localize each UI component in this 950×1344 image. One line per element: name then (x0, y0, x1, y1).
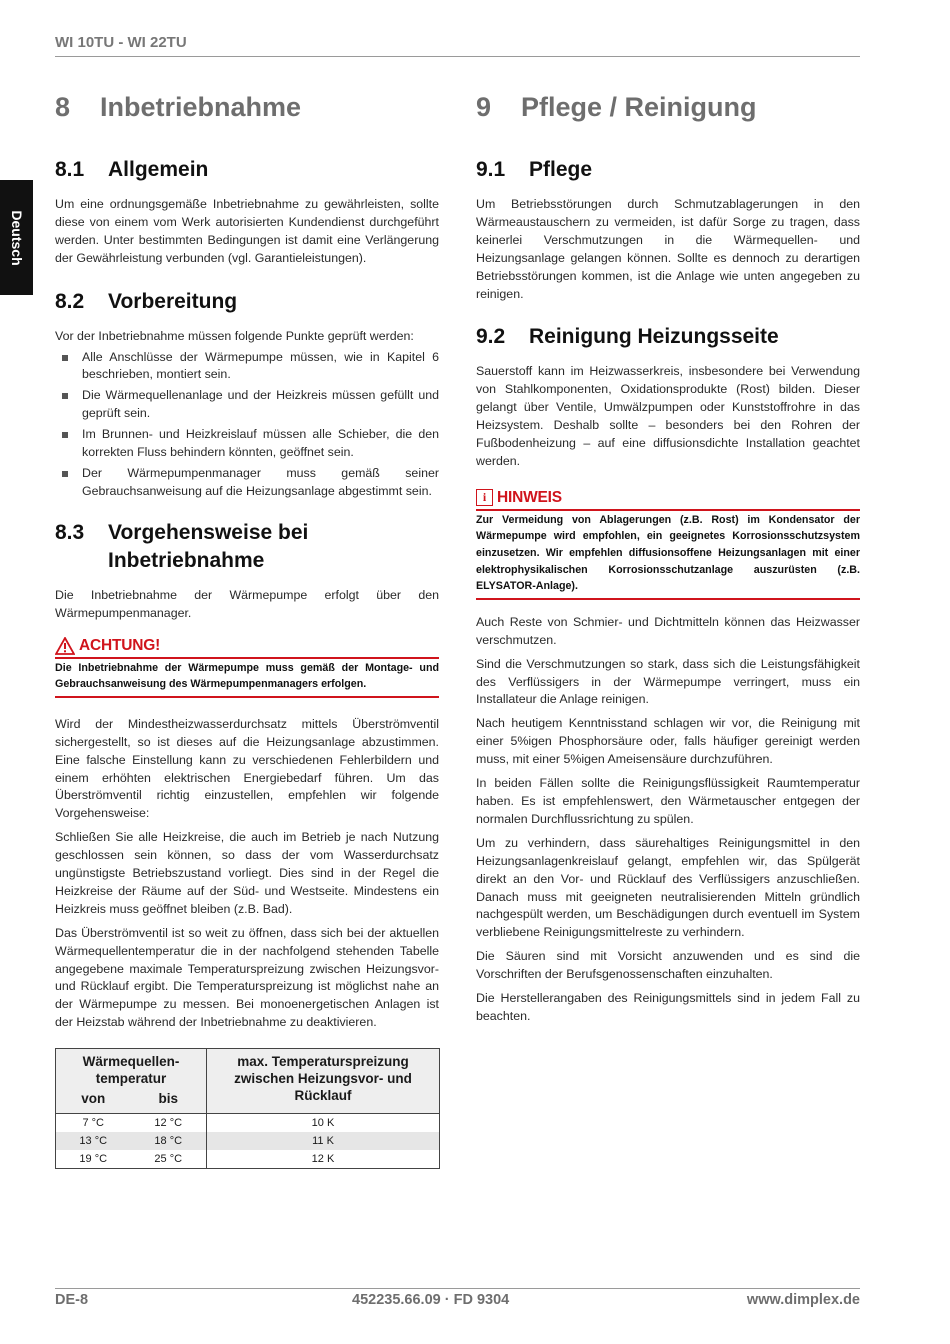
paragraph: Um eine ordnungsgemäße Inbetriebnahme zu gewährleisten, sollte diese von einem vom Werk autorisierten Kundendienst durchgeführt werden. Unter bestimmten Bedingungen ist damit eine Verlängerung der Gewährleistung verbunden (vgl. Garantieleistungen). (55, 197, 439, 265)
section-8-3-heading (55, 519, 439, 575)
language-tab (0, 180, 33, 295)
square-bullet-icon (62, 393, 68, 399)
section-title: Vorgehensweise bei Inbetriebnahme (108, 520, 309, 572)
right-column (476, 88, 860, 1032)
table-header-source-temp: Wärmequellen-temperatur (56, 1049, 207, 1089)
section-9-1-heading (476, 156, 860, 184)
chapter-9-heading (476, 88, 860, 126)
square-bullet-icon (62, 432, 68, 438)
paragraph: In beiden Fällen sollte die Reinigungsflüssigkeit Raumtemperatur haben. Es ist empfehlenswert, den Wärmetauscher entgegen der normalen Durchflussrichtung zu spülen. (476, 776, 860, 826)
left-column (55, 88, 439, 1169)
paragraph: Um Betriebsstörungen durch Schmutzablagerungen in den Wärmeaustauschern zu vermeiden, ist dafür Sorge zu tragen, dass keinerlei Verschmutzungen in die Wärmequellen- und Heizungsanlage gelangen können. Sollte es dennoch zu derartigen Betriebsstörungen kommen, ist die Anlage wie unten angegeben zu reinigen. (476, 197, 860, 301)
paragraph: Die Inbetriebnahme der Wärmepumpe erfolgt über den Wärmepumpenmanager. (55, 587, 439, 620)
chapter-8-heading (55, 88, 439, 126)
note-text: Zur Vermeidung von Ablagerungen (z.B. Rost) im Kondensator der Wärmepumpe wird empfohlen, ein geeignetes Korrosionsschutzsystem einzusetzen. Wir empfehlen diffusionsoffene Heizungsanlagen mit einer elektrophysikalischen Korrosionsschutzanlage auszurüsten (z.B. ELYSATOR-Anlage). (476, 511, 860, 600)
list-item: Der Wärmepumpenmanager muss gemäß seiner Gebrauchsanweisung auf die Heizungsanlage abgestimmt sein. (55, 465, 439, 501)
list-item: Alle Anschlüsse der Wärmepumpe müssen, wie in Kapitel 6 beschrieben, montiert sein. (55, 349, 439, 385)
paragraph: Um zu verhindern, dass säurehaltiges Reinigungsmittel in den Heizungsanlagenkreislauf gelangt, empfehlen wir, das Spülgerät direkt an den Vor- und Rücklauf des Verflüssigers anzuschließen. Danach muss mit geeigneten neutralisierenden Mitteln gründlich nachgespült werden, um Beschädigungen durch eventuell im System verbliebene Reinigungsmittelreste zu verhindern. (476, 835, 860, 940)
section-9-2-heading (476, 323, 860, 351)
section-title: Pflege (529, 158, 593, 181)
chapter-number: 8 (55, 92, 71, 122)
paragraph: Sind die Verschmutzungen so stark, dass sich die Leistungsfähigkeit des Verflüssigers in der Wärmepumpe verringert, muss ein Installateur die Anlage reinigen. (476, 656, 860, 707)
section-number: 9.1 (476, 158, 506, 181)
page-number: DE-8 (55, 1292, 89, 1308)
note-header (476, 489, 860, 511)
list-item: Im Brunnen- und Heizkreislauf müssen alle Schieber, die den korrekten Fluss behindern könnten, geöffnet sein. (55, 426, 439, 462)
header-model: WI 10TU - WI 22TU (55, 34, 187, 51)
warning-header (55, 637, 439, 659)
warning-box (55, 637, 439, 698)
section-8-2-heading (55, 288, 439, 316)
table-row: 13 °C 18 °C 11 K (56, 1132, 440, 1150)
warning-triangle-icon (55, 637, 75, 655)
footer-rule (55, 1288, 860, 1289)
note-box (476, 489, 860, 600)
section-number: 8.1 (55, 158, 85, 181)
temperature-table (55, 1048, 440, 1169)
section-number: 9.2 (476, 325, 506, 349)
paragraph: Wird der Mindestheizwasserdurchsatz mittels Überströmventil sichergestellt, so ist dieses auf die Heizungsanlage abzustimmen. Eine falsche Einstellung kann zu verschiedenen Fehlerbildern und einem erhöhten elektrischen Energiebedarf führen. Um das Überströmventil richtig einzustellen, empfehlen wir folgende Vorgehensweise: (55, 716, 439, 821)
note-label: HINWEIS (497, 488, 562, 506)
paragraph: Vor der Inbetriebnahme müssen folgende Punkte geprüft werden: (55, 328, 414, 343)
section-title: Reinigung Heizungsseite (529, 325, 779, 349)
square-bullet-icon (62, 471, 68, 477)
section-title: Vorbereitung (108, 289, 238, 313)
section-title: Allgemein (108, 158, 209, 181)
table-header-to: bis (131, 1088, 207, 1114)
section-number: 8.2 (55, 289, 85, 313)
language-tab-label: Deutsch (8, 209, 25, 266)
preparation-list (55, 349, 439, 501)
paragraph: Die Herstellerangaben des Reinigungsmittels sind in jedem Fall zu beachten. (476, 991, 860, 1023)
chapter-number: 9 (476, 92, 492, 122)
chapter-title: Pflege / Reinigung (521, 92, 757, 122)
list-item: Die Wärmequellenanlage und der Heizkreis müssen gefüllt und geprüft sein. (55, 387, 439, 423)
website-link[interactable]: www.dimplex.de (746, 1292, 860, 1308)
section-number: 8.3 (55, 520, 85, 544)
paragraph: Das Überströmventil ist so weit zu öffnen, dass sich bei der aktuellen Wärmequellentemperatur die in der nachfolgend stehenden Tabelle angegebene maximale Temperaturspreizung zwischen Heizungsvor- und Rücklauf ergibt. Die Temperaturspreizung ist möglichst nahe an der Wärmepumpe zu messen. Bei monoenergetischen Anlagen ist der Heizstab während der Inbetriebnahme zu deaktivieren. (55, 925, 439, 1030)
table-header-from: von (56, 1088, 131, 1114)
table-row: 7 °C 12 °C 10 K (56, 1114, 440, 1133)
table-header-max-spread: max. Temperaturspreizung zwischen Heizungsvor- und Rücklauf (207, 1049, 440, 1114)
info-icon: i (476, 489, 493, 506)
table-row: 19 °C 25 °C 12 K (56, 1150, 440, 1169)
section-8-1-heading (55, 156, 439, 184)
paragraph: Schließen Sie alle Heizkreise, die auch im Betrieb je nach Nutzung geschlossen sein können, so dass der vom Wasserdurchsatz ungünstigste Betriebszustand vorliegt. Dies sind in der Regel die Heizkreise der Räume auf der Süd- und Westseite. Mindestens ein Heizkreis muss geöffnet bleiben (z.B. Bad). (55, 830, 439, 916)
warning-label: ACHTUNG! (79, 636, 161, 654)
square-bullet-icon (62, 355, 68, 361)
paragraph: Die Säuren sind mit Vorsicht anzuwenden und es sind die Vorschriften der Berufsgenossenschaften einzuhalten. (476, 949, 860, 982)
chapter-title: Inbetriebnahme (100, 92, 302, 122)
warning-text: Die Inbetriebnahme der Wärmepumpe muss gemäß der Montage- und Gebrauchsanweisung des Wärmepumpenmanagers erfolgen. (55, 659, 439, 698)
paragraph: Auch Reste von Schmier- und Dichtmitteln können das Heizwasser verschmutzen. (476, 614, 860, 647)
paragraph: Nach heutigem Kenntnisstand schlagen wir vor, die Reinigung mit einer 5%igen Phosphorsäure oder, falls häufiger gereinigt werden muss, mit einer 5%igen Ameisensäure durchzuführen. (476, 716, 860, 767)
paragraph: Sauerstoff kann im Heizwasserkreis, insbesondere bei Verwendung von Stahlkomponenten, Oxidationsprodukte (Rost) bilden. Dieser gelangt über Ventile, Umwälzpumpen oder Kunststoffrohre in das Heizsystem. Deshalb sollte – besonders bei den Rohren der Fußbodenheizung – auf eine diffusionsdichte Installation geachtet werden. (476, 364, 860, 468)
header-rule (55, 56, 860, 57)
document-number: 452235.66.09 · FD 9304 (352, 1292, 510, 1308)
